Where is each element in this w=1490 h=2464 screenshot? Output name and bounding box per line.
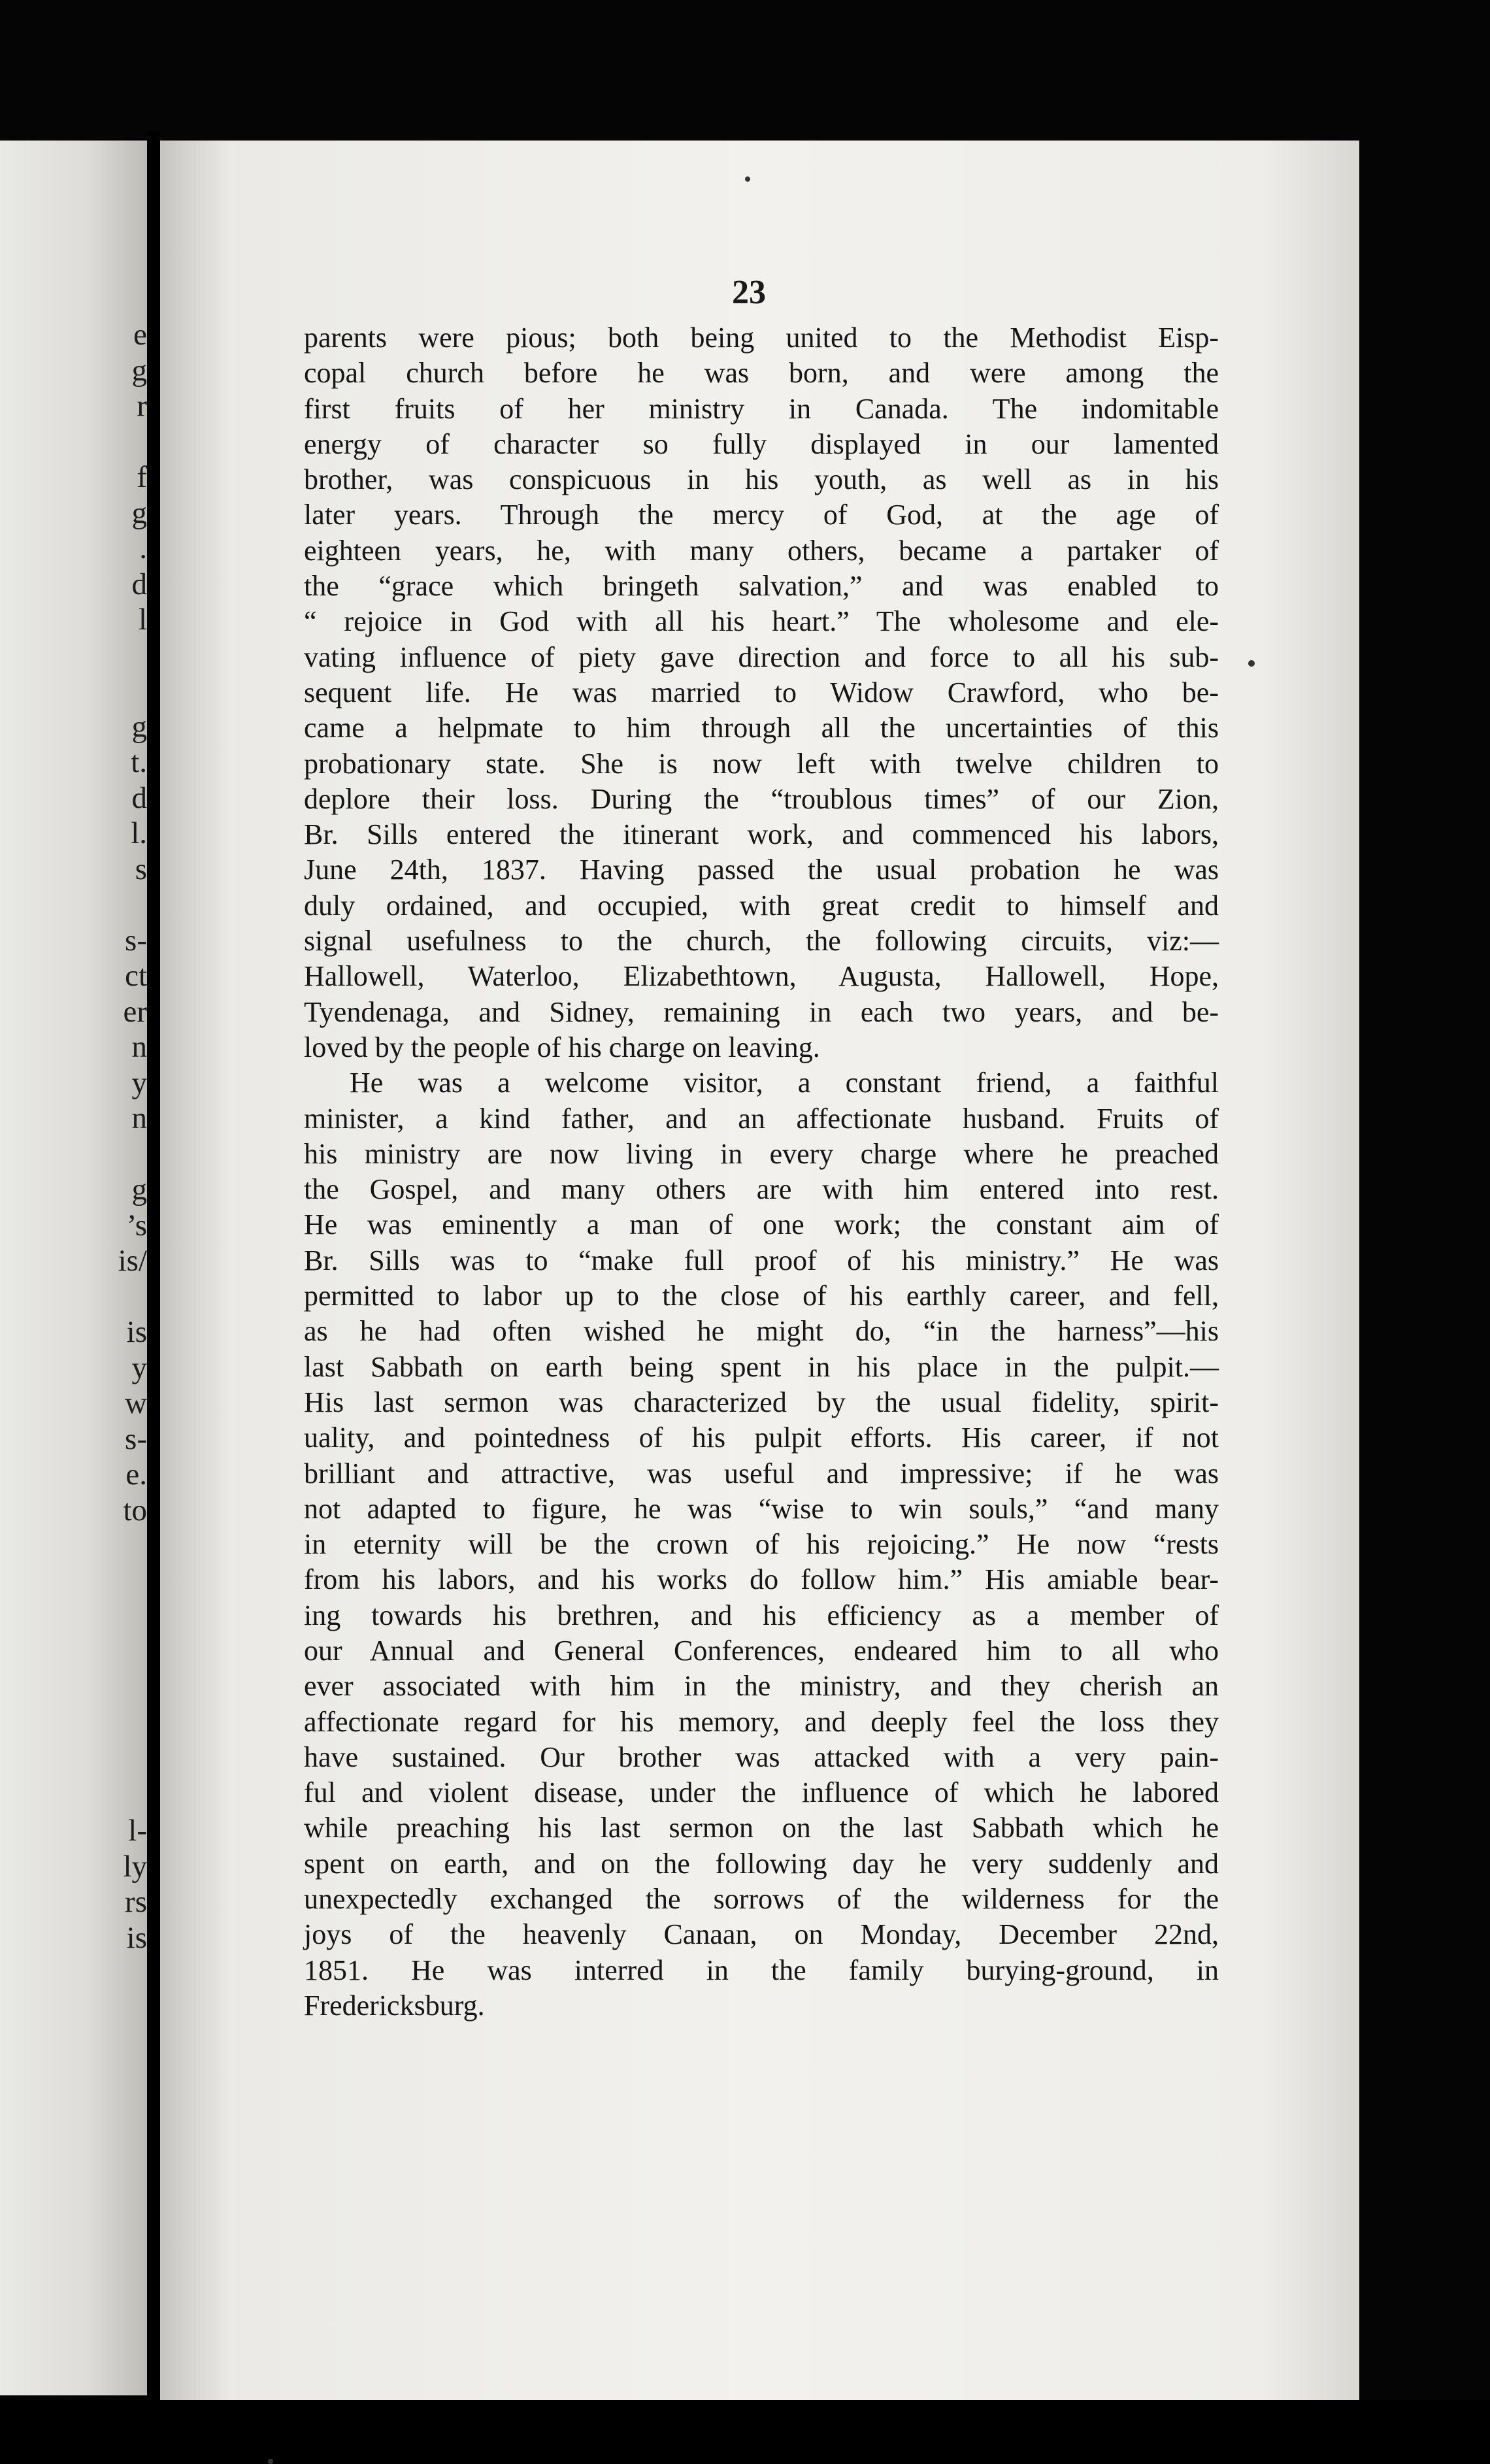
facing-page-fragment: d (131, 567, 147, 601)
facing-page (0, 141, 147, 2395)
facing-page-fragment (95, 673, 147, 709)
facing-page-fragment (95, 1599, 147, 1635)
text-line: eighteen years, he, with many others, became a partaker of (304, 534, 1219, 567)
text-line: His last sermon was characterized by the usual fidelity, spirit- (304, 1386, 1219, 1418)
text-line: affectionate regard for his memory, and deeply feel the loss they (304, 1705, 1219, 1738)
facing-page-fragment: d (131, 780, 147, 815)
text-line: minister, a kind father, and an affectionate husband. Fruits of (304, 1102, 1219, 1135)
facing-page-fragment: is (126, 1920, 147, 1955)
text-line: ful and violent disease, under the influence of which he labored (304, 1776, 1219, 1809)
facing-page-fragment: g (131, 353, 147, 388)
text-line: ever associated with him in the ministry, and they cherish an (304, 1670, 1219, 1703)
facing-page-fragment (95, 1671, 147, 1706)
facing-page-fragment: t. (131, 745, 147, 779)
dust-speck (268, 2459, 273, 2464)
facing-page-fragment (95, 1528, 147, 1564)
facing-page-fragment: s (135, 852, 147, 886)
dust-speck (1248, 660, 1255, 667)
text-line: vating influence of piety gave direction and force to all his sub- (304, 641, 1219, 673)
dust-speck (745, 176, 750, 182)
facing-page-fragment: g (131, 1173, 147, 1207)
paragraph (304, 320, 1219, 1065)
facing-page-fragment: l (138, 603, 147, 637)
facing-page-fragment: n (131, 1030, 147, 1064)
text-line: signal usefulness to the church, the following circuits, viz:— (304, 925, 1219, 957)
facing-page-fragment: . (139, 531, 147, 565)
facing-page-fragment: ly (123, 1849, 147, 1884)
text-line: loved by the people of his charge on leaving. (304, 1031, 820, 1063)
text-line: as he had often wished he might do, “in the harness”—his (304, 1315, 1219, 1348)
text-line: uality, and pointedness of his pulpit efforts. His career, if not (304, 1422, 1219, 1454)
facing-page-fragment: r (137, 389, 147, 423)
text-line: came a helpmate to him through all the uncertainties of this (304, 712, 1219, 744)
text-line: have sustained. Our brother was attacked with a very pain- (304, 1740, 1219, 1773)
facing-page-fragment (95, 1742, 147, 1778)
facing-page-fragment: ct (125, 959, 147, 993)
text-line: from his labors, and his works do follow him.” His amiable bear- (304, 1563, 1219, 1596)
text-line: copal church before he was born, and were among the (304, 357, 1219, 390)
facing-page-fragment: l. (131, 816, 147, 850)
text-line: parents were pious; both being united to the Methodist Eisp- (304, 322, 1219, 354)
facing-page-fragment (95, 638, 147, 674)
paragraph (304, 1065, 1219, 2023)
facing-page-fragment (95, 1564, 147, 1600)
text-line: later years. Through the mercy of God, at the age of (304, 499, 1219, 531)
facing-page-fragment: s- (125, 923, 147, 957)
text-line: 1851. He was interred in the family burying-ground, in (304, 1954, 1219, 1986)
text-line: sequent life. He was married to Widow Crawford, who be- (304, 676, 1219, 708)
facing-page-fragment: er (123, 994, 147, 1029)
facing-page-fragment: g (131, 709, 147, 744)
text-line: Br. Sills was to “make full proof of his ministry.” He was (304, 1244, 1219, 1276)
text-line: the Gospel, and many others are with him entered into rest. (304, 1173, 1219, 1206)
facing-page-fragment (95, 1706, 147, 1742)
facing-page-fragment: l- (128, 1814, 147, 1848)
text-line: probationary state. She is now left with twelve children to (304, 747, 1219, 780)
facing-page-fragment: g (131, 495, 147, 530)
facing-page-fragment: ’s (126, 1208, 147, 1242)
text-line: first fruits of her ministry in Canada. The indomitable (304, 392, 1219, 425)
facing-page-fragment: y (131, 1350, 147, 1385)
facing-page-fragment: e. (125, 1457, 147, 1491)
text-line: “ rejoice in God with all his heart.” The wholesome and ele- (304, 605, 1219, 638)
text-line: permitted to labor up to the close of his earthly career, and fell, (304, 1280, 1219, 1312)
facing-page-fragment: w (125, 1386, 147, 1420)
text-line: spent on earth, and on the following day he very suddenly and (304, 1847, 1219, 1880)
facing-page-fragment: is/ (118, 1244, 147, 1278)
facing-page-fragment: rs (125, 1885, 147, 1919)
facing-page-fragment (95, 1279, 147, 1315)
book-gutter (147, 131, 160, 2400)
text-line: energy of character so fully displayed in our lamented (304, 427, 1219, 460)
text-line: He was eminently a man of one work; the constant aim of (304, 1208, 1219, 1241)
text-line: brilliant and attractive, was useful and impressive; if he was (304, 1457, 1219, 1490)
text-line: last Sabbath on earth being spent in his place in the pulpit.— (304, 1350, 1219, 1383)
facing-page-fragment (95, 1778, 147, 1814)
facing-page-fragment (95, 424, 147, 460)
facing-page-fragment (95, 1635, 147, 1671)
facing-page-fragment: f (137, 460, 147, 494)
facing-page-fragment: n (131, 1101, 147, 1135)
body-text (304, 320, 1219, 2023)
text-line: deplore their loss. During the “troublous times” of our Zion, (304, 782, 1219, 815)
facing-page-fragment: s- (125, 1422, 147, 1456)
facing-page-fragment: to (123, 1493, 147, 1527)
facing-page-fragment (95, 887, 147, 923)
text-line: the “grace which bringeth salvation,” and was enabled to (304, 570, 1219, 603)
text-line: our Annual and General Conferences, endeared him to all who (304, 1634, 1219, 1667)
facing-page-fragment: y (131, 1065, 147, 1100)
text-line: in eternity will be the crown of his rejoicing.” He now “rests (304, 1528, 1219, 1561)
text-line: June 24th, 1837. Having passed the usual probation he was (304, 854, 1219, 886)
facing-page-fragment: is (126, 1315, 147, 1349)
facing-page-fragment (95, 1137, 147, 1173)
text-line: while preaching his last sermon on the last Sabbath which he (304, 1812, 1219, 1844)
text-line: Tyendenaga, and Sidney, remaining in each two years, and be- (304, 995, 1219, 1028)
text-line: not adapted to figure, he was “wise to win souls,” “and many (304, 1492, 1219, 1525)
text-line: joys of the heavenly Canaan, on Monday, December 22nd, (304, 1918, 1219, 1951)
text-line: ing towards his brethren, and his efficiency as a member of (304, 1599, 1219, 1631)
text-line: Br. Sills entered the itinerant work, and commenced his labors, (304, 818, 1219, 851)
text-line: He was a welcome visitor, a constant friend, a faithful (350, 1067, 1219, 1099)
text-line: Hallowell, Waterloo, Elizabethtown, Augusta, Hallowell, Hope, (304, 960, 1219, 993)
page-number: 23 (732, 274, 766, 311)
facing-page-fragment: e (133, 318, 147, 352)
text-line: brother, was conspicuous in his youth, as well as in his (304, 463, 1219, 496)
text-line: duly ordained, and occupied, with great credit to himself and (304, 889, 1219, 922)
text-line: unexpectedly exchanged the sorrows of the wilderness for the (304, 1883, 1219, 1916)
facing-page-edge-text (95, 317, 147, 1956)
text-line: his ministry are now living in every charge where he preached (304, 1137, 1219, 1170)
text-line: Fredericksburg. (304, 1989, 485, 2022)
